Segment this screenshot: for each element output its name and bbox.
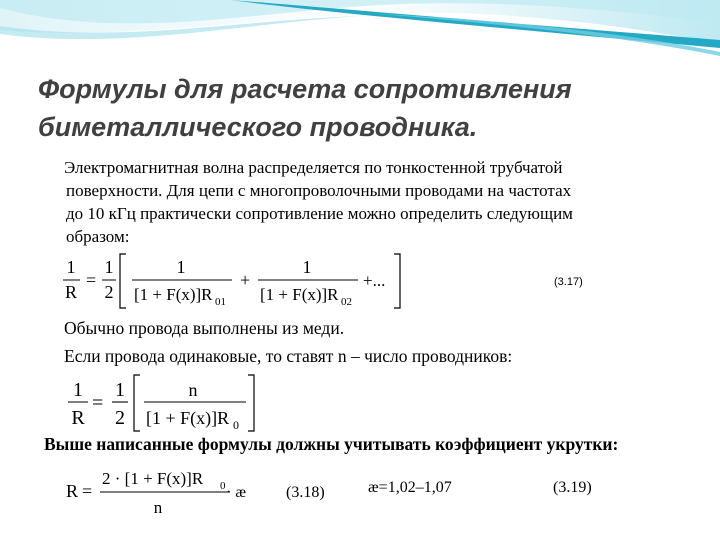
f3-tail: · æ bbox=[226, 484, 246, 501]
f1-term1-sub: 01 bbox=[215, 296, 226, 308]
paragraph-line: образом: bbox=[66, 227, 130, 246]
f2-term-sub: 0 bbox=[233, 418, 239, 432]
copper-note: Обычно провода выполнены из меди. bbox=[64, 318, 345, 338]
slide-title bbox=[38, 70, 698, 146]
f1-lhs-num: 1 bbox=[66, 257, 76, 277]
eq-label-3-19: (3.19) bbox=[553, 479, 592, 496]
f1-coef-num: 1 bbox=[104, 257, 114, 277]
f1-coef-den: 2 bbox=[104, 282, 114, 302]
intro-paragraph bbox=[64, 156, 674, 248]
f2-lhs-den: R bbox=[71, 407, 85, 429]
formula-3-17 bbox=[60, 250, 420, 312]
f3-num-sub: 0 bbox=[220, 480, 226, 492]
f2-lhs-num: 1 bbox=[73, 379, 83, 401]
f3-equals: = bbox=[82, 481, 93, 501]
f2-term-num: n bbox=[188, 380, 198, 400]
f3-lhs: R bbox=[66, 481, 79, 501]
title-line-1: Формулы для расчета сопротивления bbox=[38, 74, 572, 104]
f1-term2-den: [1 + F(x)]R bbox=[260, 285, 339, 304]
f1-term2-sub: 02 bbox=[341, 296, 352, 308]
paragraph-line: до 10 кГц практически сопротивление можно определить следующим bbox=[66, 204, 573, 223]
f1-tail: +... bbox=[363, 271, 386, 290]
f1-term2-num: 1 bbox=[302, 257, 312, 277]
f2-coef-num: 1 bbox=[115, 379, 125, 401]
kappa-range: æ=1,02–1,07 bbox=[368, 479, 452, 496]
f2-equals: = bbox=[92, 392, 104, 414]
eq-label-3-18: (3.18) bbox=[286, 484, 325, 501]
f1-plus: + bbox=[240, 270, 251, 290]
f2-term-den: [1 + F(x)]R bbox=[146, 408, 230, 428]
same-wires-note: Если провода одинаковые, то ставят n – число проводников: bbox=[64, 346, 513, 366]
paragraph-line: Электромагнитная волна распределяется по тонкостенной трубчатой bbox=[64, 158, 563, 177]
eq-label-3-17: (3.17) bbox=[554, 276, 583, 288]
formula-3-18 bbox=[62, 464, 262, 522]
header-wave-decoration bbox=[0, 0, 720, 70]
formula-identical-wires bbox=[62, 372, 262, 434]
f1-term1-num: 1 bbox=[176, 257, 186, 277]
f2-coef-den: 2 bbox=[115, 407, 125, 429]
f1-term1-den: [1 + F(x)]R bbox=[134, 285, 213, 304]
title-line-2: биметаллического проводника. bbox=[38, 112, 478, 142]
f1-lhs-den: R bbox=[64, 282, 78, 302]
f1-equals: = bbox=[86, 270, 97, 290]
f3-den: n bbox=[153, 498, 163, 517]
f3-num: 2 · [1 + F(x)]R bbox=[102, 469, 204, 488]
paragraph-line: поверхности. Для цепи с многопроволочными проводами на частотах bbox=[66, 181, 572, 200]
twist-coefficient-note: Выше написанные формулы должны учитывать коэффициент укрутки: bbox=[44, 434, 619, 454]
